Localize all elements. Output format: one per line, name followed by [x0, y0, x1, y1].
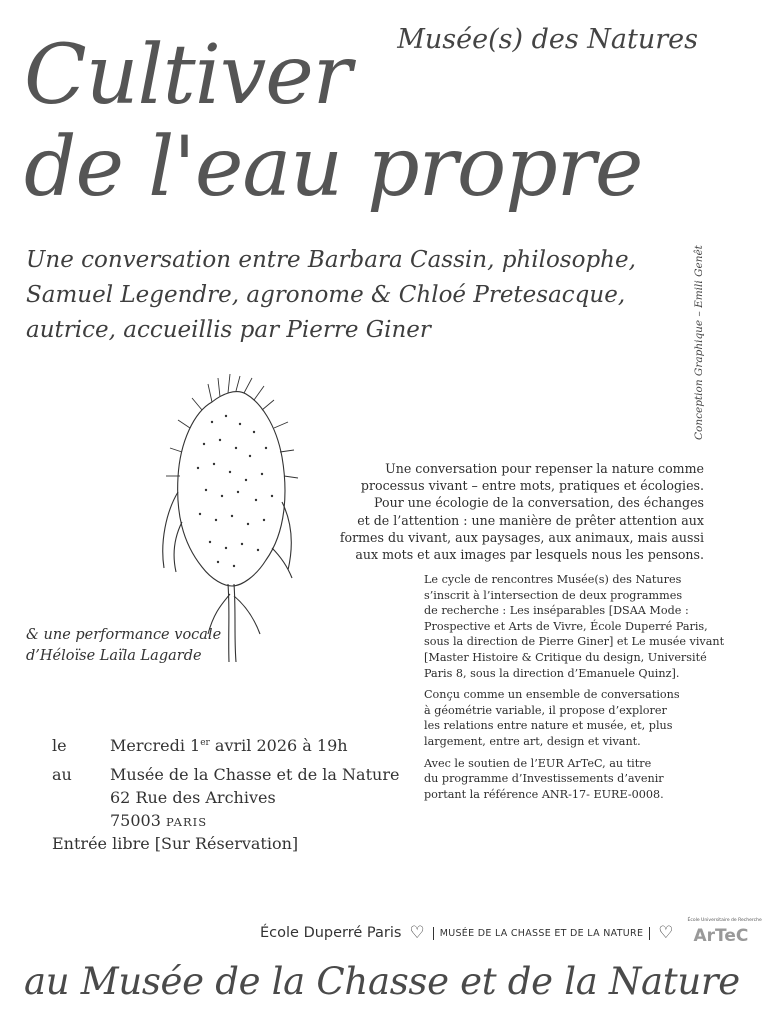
performance-note [26, 625, 221, 667]
details-line: Prospective et Arts de Vivre, École Duperré Paris, [424, 619, 708, 633]
intro-line: Une conversation pour repenser la nature comme [385, 461, 704, 476]
details-line: à géométrie variable, il propose d’explorer [424, 703, 667, 717]
details-line: [Master Histoire & Critique du design, Université [424, 650, 707, 664]
intro-paragraph [328, 460, 704, 563]
intro-line: processus vivant – entre mots, pratiques et écologies. [360, 478, 704, 494]
performance-line: & une performance vocale [26, 627, 222, 643]
intro-line: et de l’attention : une manière de prêter attention aux [357, 512, 704, 528]
intro-line: formes du vivant, aux paysages, aux animaux, mais aussi [339, 529, 704, 545]
footer-venue: au Musée de la Chasse et de la Nature [24, 960, 740, 1003]
ecole-duperre-logo: École Duperré Paris [260, 925, 402, 941]
event-info [52, 734, 399, 834]
heart-icon: ♡ [658, 923, 674, 943]
details-line: s’inscrit à l’intersection de deux programmes [424, 588, 683, 602]
venue-row [52, 763, 399, 834]
subtitle [26, 243, 716, 348]
details-line: sous la direction de Pierre Giner] et Le musée vivant [424, 635, 725, 649]
entry-info: Entrée libre [Sur Réservation] [52, 834, 299, 853]
title-line-2: de l'eau propre [24, 120, 643, 215]
details-line: de recherche : Les inséparables [DSAA Mode : [424, 604, 689, 618]
venue-label: au [52, 765, 72, 784]
details-line: largement, entre art, design et vivant. [424, 734, 641, 748]
date-label: le [52, 736, 67, 755]
musee-chasse-logo: MUSÉE DE LA CHASSE ET DE LA NATURE [433, 927, 651, 940]
venue-city: 75003 PARIS [110, 811, 208, 830]
heart-icon: ♡ [409, 923, 425, 943]
details-line: portant la référence ANR-17- EURE-0008. [424, 787, 664, 801]
venue-street: 62 Rue des Archives [110, 788, 276, 807]
details-line: Avec le soutien de l’EUR ArTeC, au titre [424, 756, 652, 770]
details-line: Conçu comme un ensemble de conversations [424, 688, 680, 702]
details-line: Le cycle de rencontres Musée(s) des Natures [424, 573, 682, 586]
title-line-1: Cultiver [24, 28, 352, 123]
details-line: du programme d’Investissements d’avenir [424, 772, 664, 786]
intro-line: Pour une écologie de la conversation, des échanges [374, 495, 704, 511]
artec-logo: École Universitaire de Recherche ArTeC [687, 918, 762, 946]
event-date: Mercredi 1er avril 2026 à 19h [110, 736, 348, 755]
cycle-details [424, 572, 725, 802]
details-line: les relations entre nature et musée, et, plus [424, 719, 673, 733]
event-title [24, 30, 642, 214]
subtitle-line: autrice, accueillis par Pierre Giner [26, 317, 431, 343]
date-row [52, 734, 399, 757]
design-credit: Conception Graphique – Emili Genêt [693, 245, 705, 440]
subtitle-line: Une conversation entre Barbara Cassin, philosophe, [26, 247, 636, 273]
intro-line: aux mots et aux images par lesquels nous les pensons. [355, 547, 704, 563]
details-line: Paris 8, sous la direction d’Emanuele Quinz]. [424, 666, 680, 680]
series-title: Musée(s) des Natures [397, 24, 698, 55]
performance-line: d’Héloïse Laïla Lagarde [26, 648, 202, 664]
subtitle-line: Samuel Legendre, agronome & Chloé Pretesacque, [26, 282, 626, 308]
partner-logos [260, 918, 762, 948]
venue-name: Musée de la Chasse et de la Nature [110, 765, 400, 784]
